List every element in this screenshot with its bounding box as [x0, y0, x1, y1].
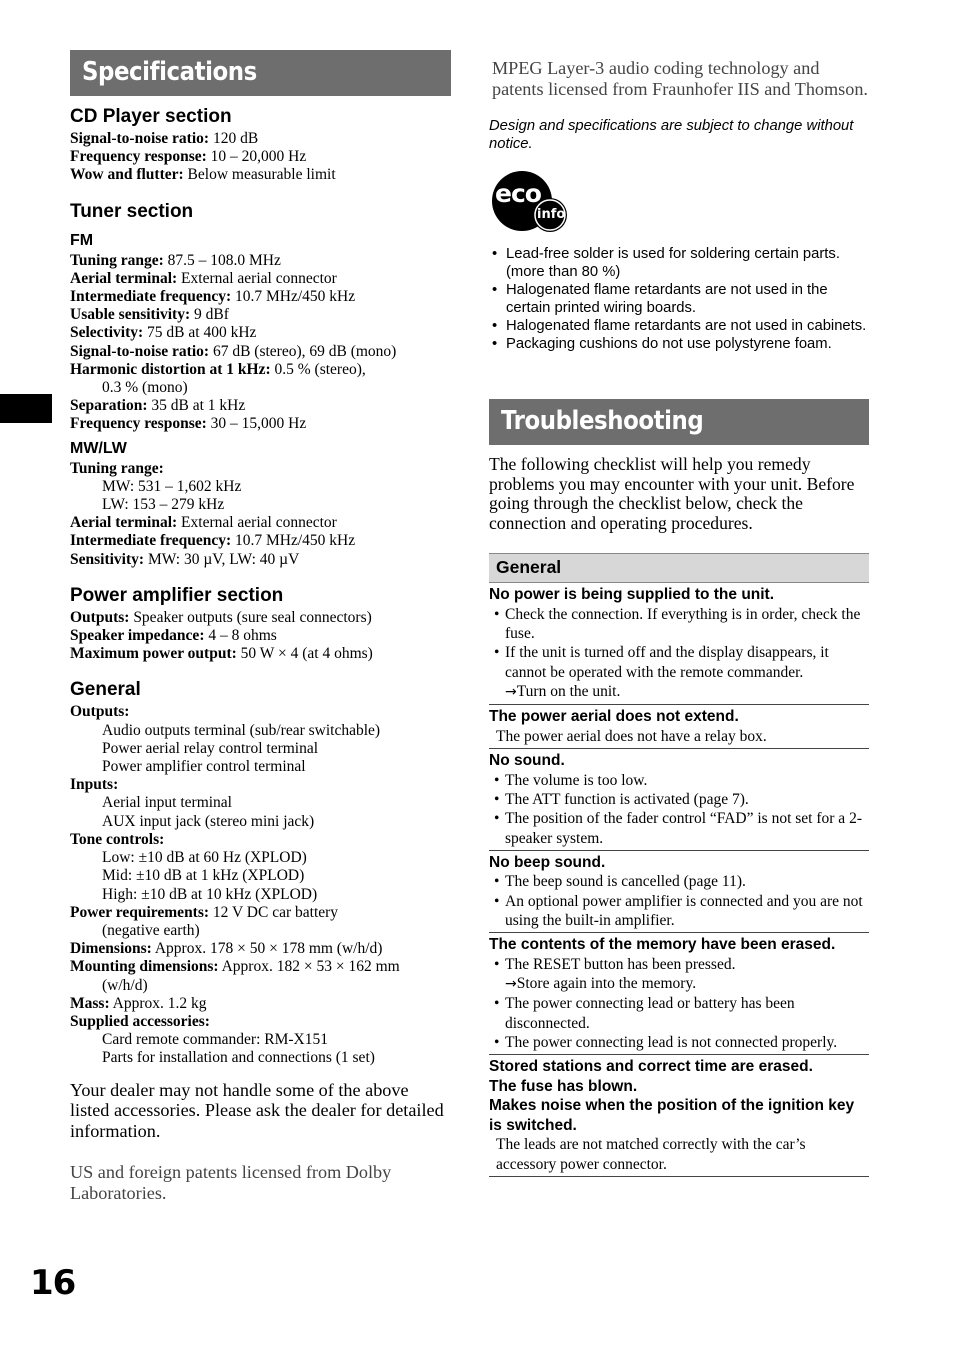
trouble-remedy: The leads are not matched correctly with the car’s accessory power connector. [496, 1136, 806, 1173]
trouble-item-stations-erased [489, 1057, 869, 1177]
spec-line: Intermediate frequency: 10.7 MHz/450 kHz [70, 532, 356, 550]
trouble-heading: No sound. [489, 752, 565, 770]
general-subsection-bar: General [489, 553, 869, 583]
spec-line: Supplied accessories: [70, 1012, 210, 1030]
trouble-remedy: The power aerial does not have a relay box. [496, 727, 767, 745]
spec-line-sub: AUX input jack (stereo mini jack) [102, 812, 315, 830]
page-number: 16 [30, 1263, 76, 1303]
mpeg-note: MPEG Layer-3 audio coding technology and patents licensed from Fraunhofer IIS and Thomson. [492, 58, 868, 99]
spec-line: Intermediate frequency: 10.7 MHz/450 kHz [70, 288, 356, 306]
spec-line: Tuning range: [70, 459, 164, 477]
spec-line-continuation: (w/h/d) [102, 976, 148, 994]
spec-line: Signal-to-noise ratio: 120 dB [70, 130, 259, 147]
list-item: • Check the connection. If everything is in order, check the fuse. [489, 605, 869, 644]
list-item: • The power connecting lead is not connected properly. [489, 1033, 869, 1052]
eco-info-logo [489, 169, 573, 239]
list-item: • The volume is too low. [489, 771, 869, 790]
specifications-banner: Specifications [70, 50, 451, 96]
spec-line: Harmonic distortion at 1 kHz: 0.5 % (stereo), [70, 360, 366, 378]
list-item: • Halogenated flame retardants are not used in the certain printed wiring boards. [489, 281, 869, 317]
fm-spec-lines [70, 252, 451, 434]
mwlw-spec-lines [70, 460, 451, 569]
power-amp-heading: Power amplifier section [70, 584, 284, 606]
spec-line: Separation: 35 dB at 1 kHz [70, 397, 246, 415]
right-column [489, 50, 869, 1177]
spec-line: Aerial terminal: External aerial connector [70, 514, 337, 532]
spec-line-sub: Aerial input terminal [102, 794, 232, 812]
spec-line: Frequency response: 10 – 20,000 Hz [70, 148, 307, 166]
list-item: • Packaging cushions do not use polystyrene foam. [489, 335, 869, 353]
spec-line: Frequency response: 30 – 15,000 Hz [70, 415, 307, 433]
trouble-heading: The contents of the memory have been erased. [489, 936, 836, 954]
spec-line-continuation: 0.3 % (mono) [102, 379, 188, 397]
spec-line-sub: Low: ±10 dB at 60 Hz (XPLOD) [102, 849, 307, 867]
general-heading: General [70, 679, 141, 701]
general-spec-lines [70, 703, 451, 1067]
trouble-item-no-power [489, 585, 869, 705]
trouble-heading: Stored stations and correct time are erased. [489, 1058, 813, 1076]
spec-line: Maximum power output: 50 W × 4 (at 4 ohms) [70, 645, 373, 663]
trouble-heading: The fuse has blown. [489, 1077, 638, 1095]
eco-logo-text: eco [495, 179, 541, 208]
spec-line: Sensitivity: MW: 30 µV, LW: 40 µV [70, 550, 300, 568]
spec-line: Selectivity: 75 dB at 400 kHz [70, 324, 257, 342]
list-item: • If the unit is turned off and the display disappears, it cannot be operated with the remote commander. [489, 643, 869, 682]
trouble-remedy-list [489, 605, 869, 682]
spec-line: Speaker impedance: 4 – 8 ohms [70, 627, 277, 645]
trouble-item-aerial [489, 707, 869, 749]
spec-line-sub: Power amplifier control terminal [102, 758, 306, 776]
trouble-heading: No power is being supplied to the unit. [489, 586, 775, 604]
spec-line-sub: Card remote commander: RM-X151 [102, 1031, 328, 1049]
trouble-item-no-sound [489, 751, 869, 851]
change-note: Design and specifications are subject to change without notice. [489, 118, 854, 152]
remedy-arrow-line: →Turn on the unit. [505, 683, 621, 701]
list-item: • The position of the fader control “FAD” is not set for a 2-speaker system. [489, 809, 869, 848]
cd-spec-lines [70, 130, 451, 185]
tuner-section-heading: Tuner section [70, 200, 194, 222]
list-item: • An optional power amplifier is connected and you are not using the built-in amplifier. [489, 892, 869, 931]
list-item: • The beep sound is cancelled (page 11). [489, 872, 869, 891]
trouble-remedy-list [489, 955, 869, 974]
spec-line-sub: LW: 153 – 279 kHz [102, 496, 225, 514]
mwlw-heading: MW/LW [70, 439, 127, 457]
spec-line-sub: Power aerial relay control terminal [102, 739, 319, 757]
dealer-note: Your dealer may not handle some of the above listed accessories. Please ask the dealer for detailed information. [70, 1079, 444, 1141]
arrow-right-icon: → [505, 976, 517, 993]
list-item: • The ATT function is activated (page 7). [489, 790, 869, 809]
trouble-heading: Makes noise when the position of the ignition key is switched. [489, 1097, 855, 1134]
fm-heading: FM [70, 231, 94, 249]
spec-line: Signal-to-noise ratio: 67 dB (stereo), 69 dB (mono) [70, 342, 397, 360]
spec-line: Aerial terminal: External aerial connector [70, 269, 337, 287]
spec-line: Tuning range: 87.5 – 108.0 MHz [70, 251, 281, 269]
trouble-item-no-beep [489, 853, 869, 933]
list-item: • The RESET button has been pressed. [489, 955, 869, 974]
section-tab-marker [0, 394, 52, 423]
spec-line: Dimensions: Approx. 178 × 50 × 178 mm (w/h/d) [70, 940, 383, 958]
spec-line-sub: High: ±10 dB at 10 kHz (XPLOD) [102, 885, 318, 903]
eco-logo-subtext: info [537, 207, 566, 222]
spec-line-sub: Audio outputs terminal (sub/rear switchable) [102, 721, 381, 739]
spec-line: Mounting dimensions: Approx. 182 × 53 × 162 mm [70, 958, 400, 976]
troubleshooting-intro: The following checklist will help you remedy problems you may encounter with your unit. Before going through the checklist below, check the connection and operating procedures. [489, 454, 855, 533]
spec-line: Mass: Approx. 1.2 kg [70, 994, 207, 1012]
left-column [70, 50, 451, 1203]
spec-line-sub: MW: 531 – 1,602 kHz [102, 477, 242, 495]
eco-list [489, 245, 869, 353]
spec-line: Power requirements: 12 V DC car battery [70, 903, 339, 921]
spec-line-continuation: (negative earth) [102, 921, 200, 939]
cd-section-heading: CD Player section [70, 106, 232, 127]
spec-line-sub: Parts for installation and connections (1 set) [102, 1049, 375, 1067]
arrow-right-icon: → [505, 684, 517, 701]
spec-line: Tone controls: [70, 830, 165, 848]
trouble-remedy-list [489, 872, 869, 930]
spec-line: Outputs: Speaker outputs (sure seal connectors) [70, 608, 372, 626]
spec-line: Outputs: [70, 703, 130, 721]
trouble-heading: No beep sound. [489, 853, 606, 871]
troubleshooting-banner: Troubleshooting [489, 399, 869, 445]
spec-line: Usable sensitivity: 9 dBf [70, 306, 229, 324]
trouble-remedy-list [489, 994, 869, 1052]
trouble-remedy-list [489, 771, 869, 848]
trouble-item-memory [489, 935, 869, 1055]
dolby-note: US and foreign patents licensed from Dolby Laboratories. [70, 1162, 392, 1203]
list-item: • The power connecting lead or battery has been disconnected. [489, 994, 869, 1033]
spec-line-sub: Mid: ±10 dB at 1 kHz (XPLOD) [102, 867, 305, 885]
remedy-arrow-line: →Store again into the memory. [505, 975, 697, 993]
list-item: • Halogenated flame retardants are not used in cabinets. [489, 317, 869, 335]
list-item: • Lead-free solder is used for soldering certain parts. (more than 80 %) [489, 245, 869, 281]
trouble-heading: The power aerial does not extend. [489, 708, 739, 726]
spec-line: Inputs: [70, 776, 119, 794]
spec-line: Wow and flutter: Below measurable limit [70, 166, 336, 184]
power-amp-spec-lines [70, 609, 451, 664]
